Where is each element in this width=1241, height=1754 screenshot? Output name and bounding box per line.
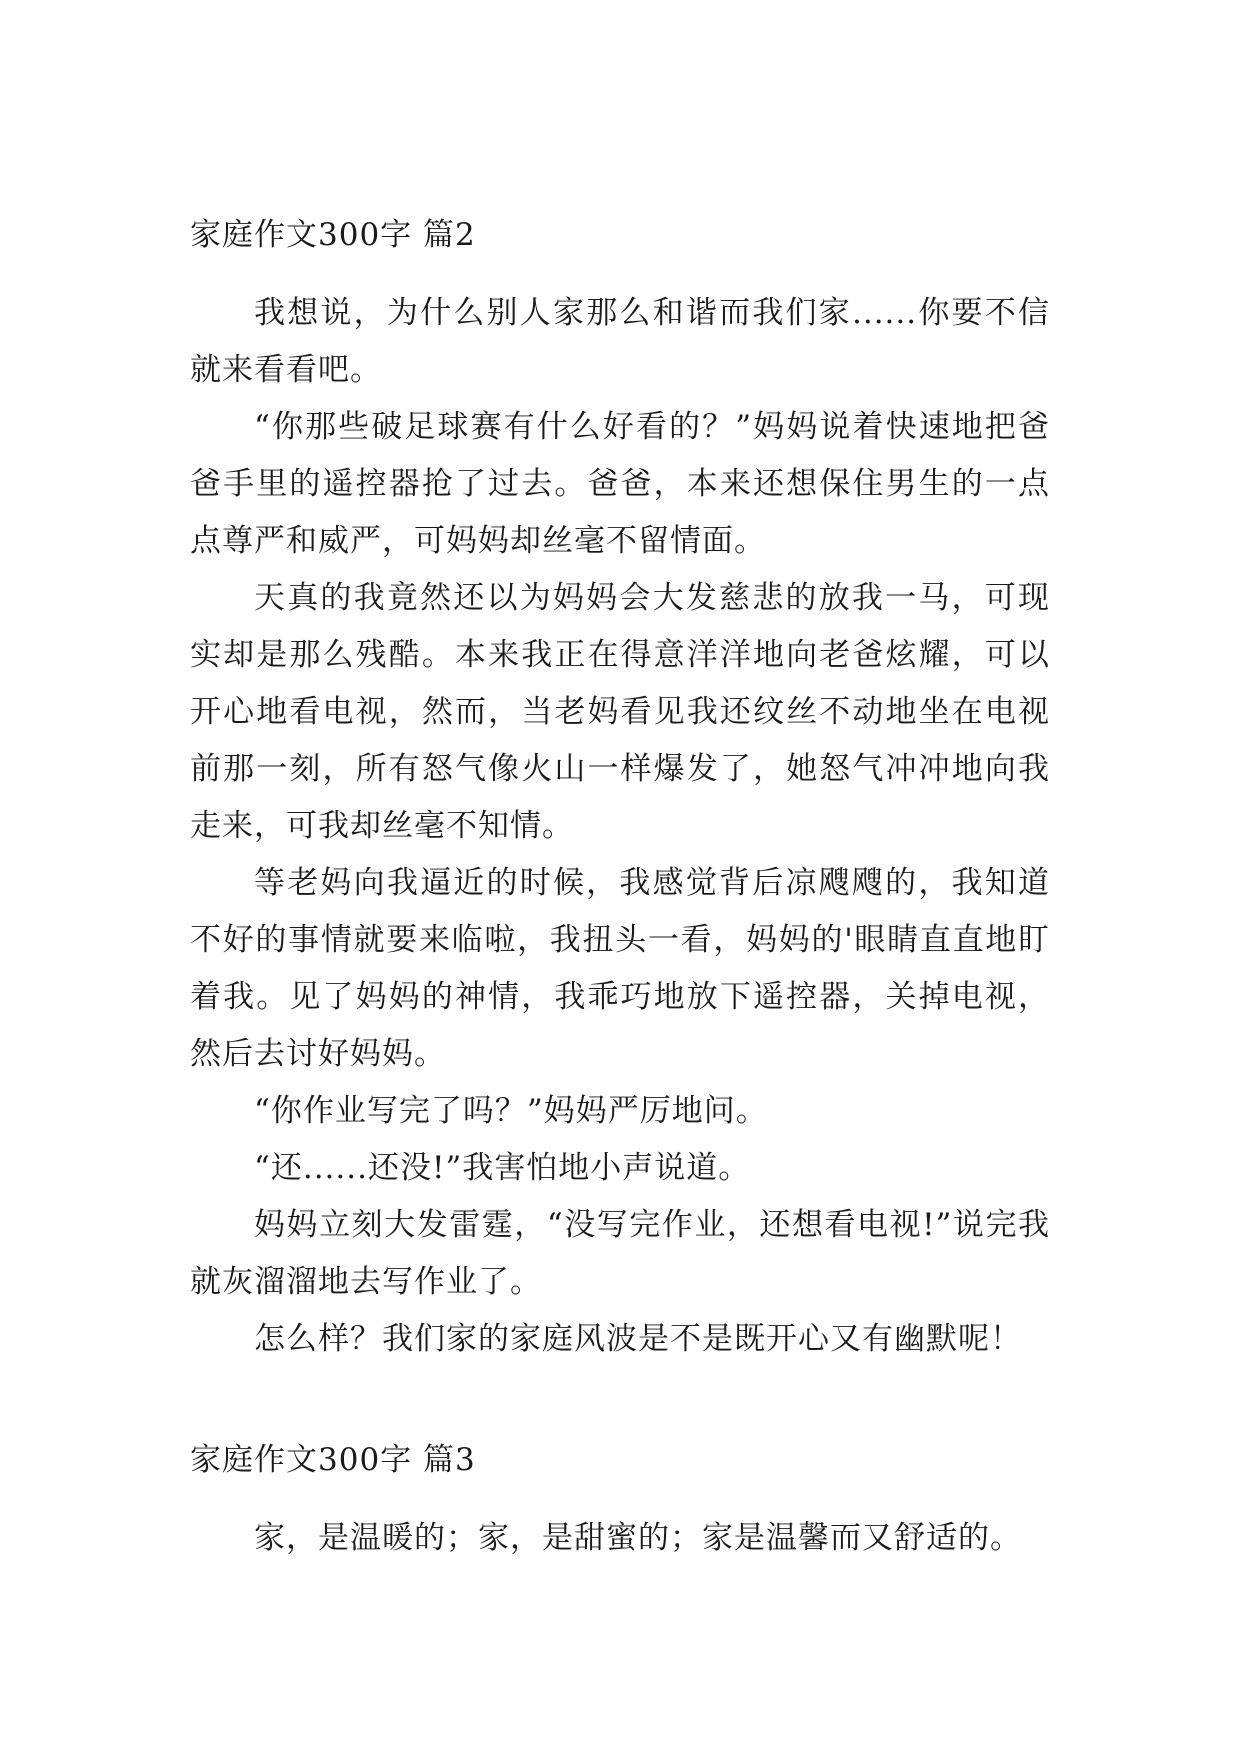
paragraph: 我想说，为什么别人家那么和谐而我们家......你要不信就来看看吧。 (190, 295, 1050, 388)
paragraph: “还......还没!”我害怕地小声说道。 (254, 1150, 751, 1186)
paragraph: 等老妈向我逼近的时候，我感觉背后凉飕飕的，我知道不好的事情就要来临啦，我扭头一看，妈妈的'眼睛直直地盯着我。见了妈妈的神情，我乖巧地放下遥控器，关掉电视，然后去讨好妈妈。 (190, 865, 1050, 1072)
essay-section-2 (190, 215, 1050, 1368)
section-heading: 家庭作文300字 篇3 (190, 1442, 476, 1478)
paragraph: 妈妈立刻大发雷霆，“没写完作业，还想看电视!”说完我就灰溜溜地去写作业了。 (190, 1207, 1050, 1300)
paragraph: “你那些破足球赛有什么好看的？”妈妈说着快速地把爸爸手里的遥控器抢了过去。爸爸，本来还想保住男生的一点点尊严和威严，可妈妈却丝毫不留情面。 (190, 409, 1050, 559)
essay-section-3 (190, 1440, 1050, 1567)
paragraph: 怎么样？我们家的家庭风波是不是既开心又有幽默呢！ (254, 1321, 1022, 1357)
paragraph: 家，是温暖的；家，是甜蜜的；家是温馨而又舒适的。 (254, 1520, 1022, 1556)
paragraph: 天真的我竟然还以为妈妈会大发慈悲的放我一马，可现实却是那么残酷。本来我正在得意洋洋地向老爸炫耀，可以开心地看电视，然而，当老妈看见我还纹丝不动地坐在电视前那一刻，所有怒气像火山一样爆发了，她怒气冲冲地向我走来，可我却丝毫不知情。 (190, 580, 1050, 844)
section-heading: 家庭作文300字 篇2 (190, 217, 476, 253)
paragraph: “你作业写完了吗？”妈妈严厉地问。 (254, 1093, 768, 1129)
